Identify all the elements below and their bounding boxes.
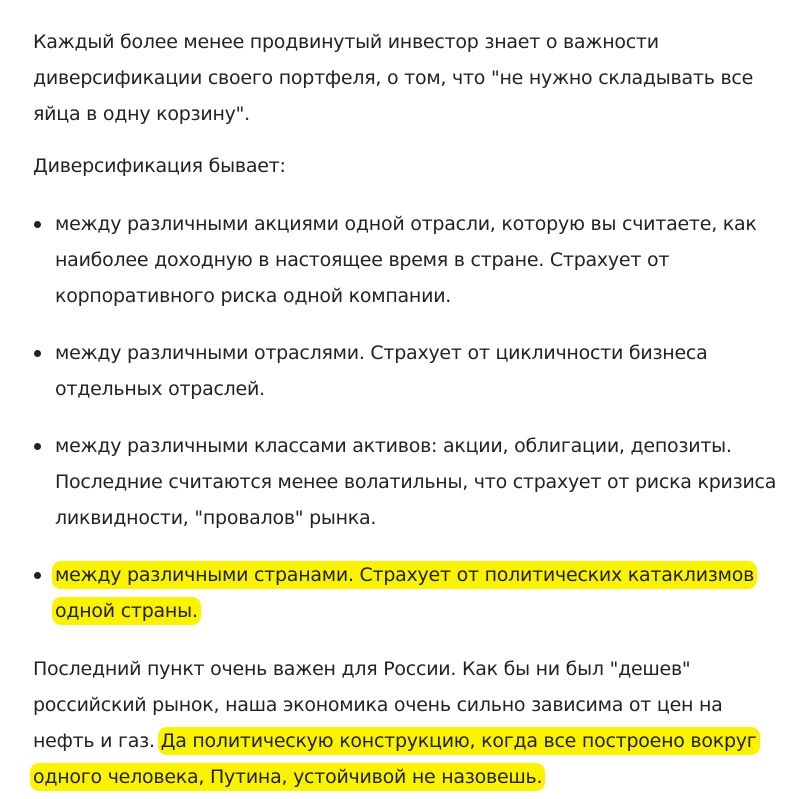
intro-paragraph: Каждый более менее продвинутый инвестор знает о важности диверсификации своего портфеля, о том, что "не нужно складывать все яйца в одну корзину". [33,31,754,125]
list-lead-text: Диверсификация бывает: [33,155,286,177]
list-item-text: между различными акциями одной отрасли, которую вы считаете, как наиболее доходную в настоящее время в стране. Страхует от корпоративного риска одной компании. [55,213,757,307]
article-body [33,24,783,795]
diversification-list [33,206,783,629]
list-item [33,428,783,536]
conclusion-paragraph [33,651,783,795]
bullet-icon [34,350,41,357]
list-item-text: между различными отраслями. Страхует от цикличности бизнеса отдельных отраслей. [55,342,708,400]
conclusion-text: Последний пункт очень важен для России. Как бы ни был "дешев" российский рынок, наша экономика очень сильно зависима от цен на нефть и газ. [33,658,723,752]
highlighted-conclusion-text: Да политическую конструкцию, когда все построено вокруг одного человека, Путина, устойчивой не назовешь. [33,730,757,788]
list-item [33,206,783,314]
list-item [33,335,783,407]
list-item-highlighted [33,557,783,629]
bullet-icon [34,572,41,579]
highlighted-list-item-text: между различными странами. Страхует от политических катаклизмов одной страны. [55,564,755,622]
bullet-icon [34,443,41,450]
bullet-icon [34,221,41,228]
list-item-text: между различными классами активов: акции, облигации, депозиты. Последние считаются менее волатильны, что страхует от риска кризиса ликвидности, "провалов" рынка. [55,435,777,529]
